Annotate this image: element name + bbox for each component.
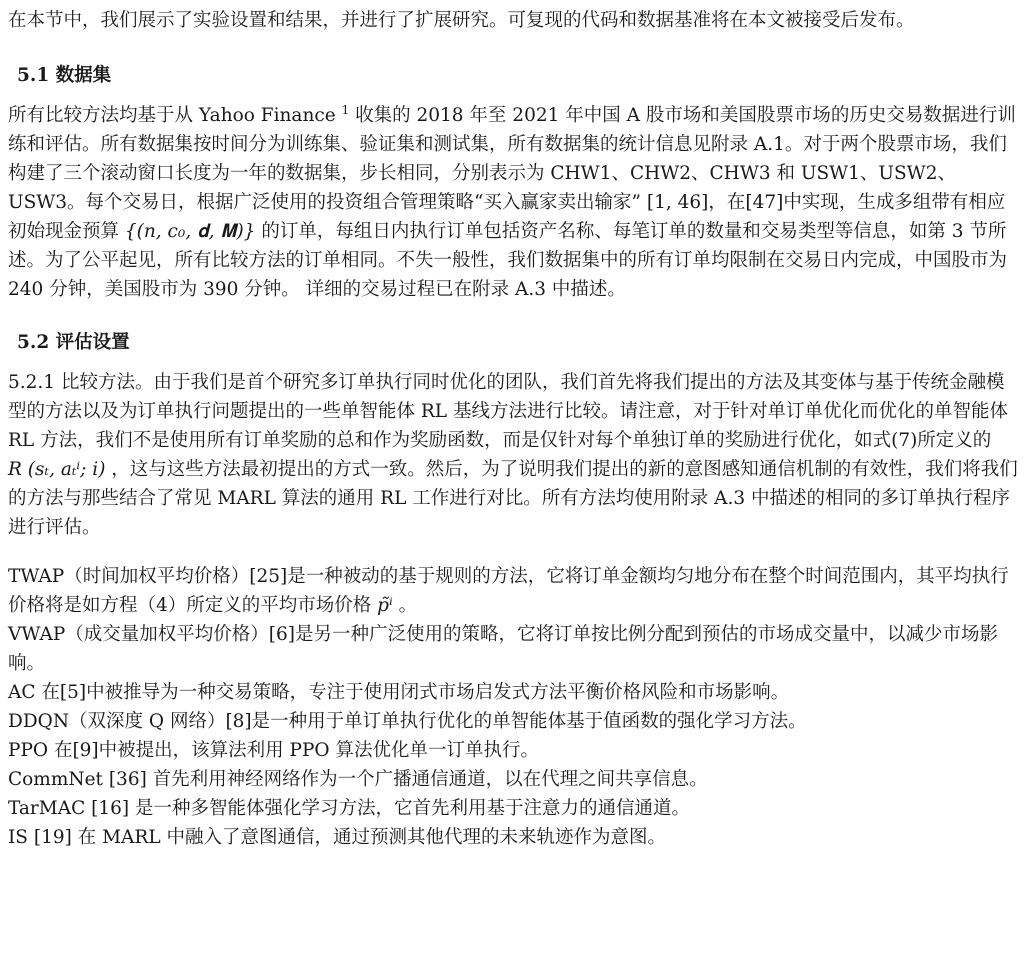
intro-text: 在本节中，我们展示了实验设置和结果，并进行了扩展研究。可复现的代码和数据基准将在本文被接受后发布。 [8,10,915,31]
list-item [8,620,1020,678]
footnote-marker[interactable]: 1 [341,102,350,117]
method-text: PPO 在[9]中被提出，该算法利用 PPO 算法优化单一订单执行。 [8,740,539,761]
method-text: CommNet [36] 首先利用神经网络作为一个广播通信通道，以在代理之间共享信息。 [8,769,708,790]
method-text: AC 在[5]中被推导为一种交易策略，专注于使用闭式市场启发式方法平衡价格风险和市场影响。 [8,682,790,703]
list-item [8,562,1020,620]
baseline-method-list [8,562,1020,852]
section-heading-evaluation: 5.2 评估设置 [17,332,130,353]
list-item [8,678,1020,707]
section-heading-datasets: 5.1 数据集 [17,65,112,86]
methods-text-1: 5.2.1 比较方法。由于我们是首个研究多订单执行同时优化的团队，我们首先将我们提出的方法及其变体与基于传统金融模型的方法以及为订单执行问题提出的一些单智能体 RL 基线方法进行比较。请注意，对于针对单订单优化而优化的单智能体 RL 方法，我们不是使用所有订单奖励的总和作为奖励函数，而是仅针对每个单独订单的奖励进行优化，如式(7)所定义的 [8,372,1008,451]
datasets-text-3: 的订单，每组日内执行订单包括资产名称、每笔订单的数量和交易类型等信息，如第 3 节所述。为了公平起见，所有比较方法的订单相同。不失一般性，我们数据集中的所有订单均限制在交易日内完成，中国股市为 240 分钟，美国股市为 390 分钟。 详细的交易过程已在附录 A.3 中描述。 [8,221,1008,300]
datasets-text-1: 所有比较方法均基于从 Yahoo Finance [8,105,342,126]
method-text: DDQN（双深度 Q 网络）[8]是一种用于单订单执行优化的单智能体基于值函数的强化学习方法。 [8,711,807,732]
method-formula: p̃ⁱ [377,595,393,616]
list-item [8,736,1020,765]
list-item [8,823,1020,852]
method-text: TarMAC [16] 是一种多智能体强化学习方法，它首先利用基于注意力的通信通道。 [8,798,690,819]
intro-paragraph [8,6,1020,35]
paper-page [8,6,1020,852]
method-text: IS [19] 在 MARL 中融入了意图通信，通过预测其他代理的未来轨迹作为意图。 [8,827,666,848]
list-item [8,765,1020,794]
methods-paragraph [8,368,1020,542]
list-item [8,707,1020,736]
method-tail: 。 [392,595,418,616]
budget-formula: {(n, c₀, 𝐝, 𝐌)} [124,221,256,242]
method-text: VWAP（成交量加权平均价格）[6]是另一种广泛使用的策略，它将订单按比例分配到预估的市场成交量中，以减少市场影响。 [8,624,998,674]
datasets-paragraph [8,101,1020,304]
method-text: TWAP（时间加权平均价格）[25]是一种被动的基于规则的方法，它将订单金额均匀地分布在整个时间范围内，其平均执行价格将是如方程（4）所定义的平均市场价格 [8,566,1009,616]
list-item [8,794,1020,823]
datasets-text-2: 收集的 2018 年至 2021 年中国 A 股市场和美国股票市场的历史交易数据进行训练和评估。所有数据集按时间分为训练集、验证集和测试集，所有数据集的统计信息见附录 A.1。对于两个股票市场，我们构建了三个滚动窗口长度为一年的数据集，步长相同，分别表示为 CHW1、CHW2、CHW3 和 USW1、USW2、USW3。每个交易日，根据广泛使用的投资组合管理策略“买入赢家卖出输家” [1, 46]，在[47]中实现，生成多组带有相应初始现金预算 [8,105,1016,242]
reward-formula: R (sₜ, aₜⁱ; i) [8,459,106,480]
methods-text-2: ，这与这些方法最初提出的方式一致。然后，为了说明我们提出的新的意图感知通信机制的有效性，我们将我们的方法与那些结合了常见 MARL 算法的通用 RL 工作进行对比。所有方法均使用附录 A.3 中描述的相同的多订单执行程序进行评估。 [8,459,1018,538]
